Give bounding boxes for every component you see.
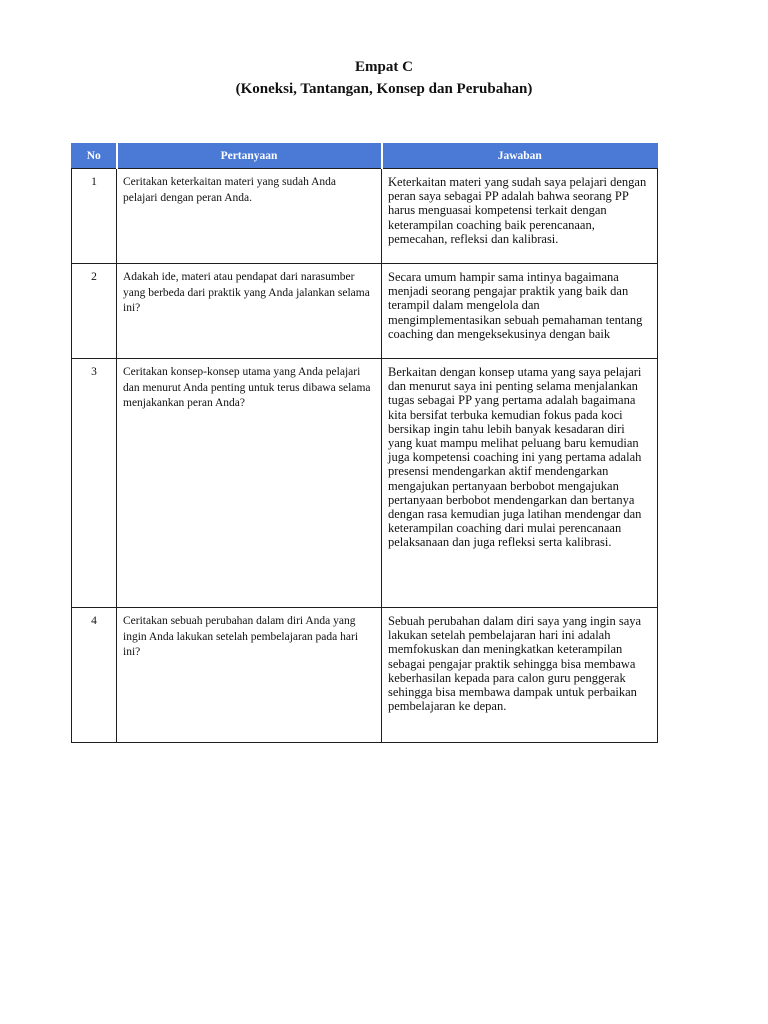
answer-cell: Secara umum hampir sama intinya bagaimana menjadi seorang pengajar praktik yang baik dan terampil dalam mengelola dan mengimplementasikan sebuah pemahaman tentang coaching dan mengeksekusinya dengan baik [382,264,658,359]
table-row [72,169,658,264]
header-no: No [72,144,117,169]
page-subtitle: (Koneksi, Tantangan, Konsep dan Perubahan) [235,81,533,97]
table-row [72,264,658,359]
question-cell: Ceritakan keterkaitan materi yang sudah Anda pelajari dengan peran Anda. [117,169,382,264]
header-answer: Jawaban [382,144,658,169]
question-cell: Ceritakan sebuah perubahan dalam diri Anda yang ingin Anda lakukan setelah pembelajaran pada hari ini? [117,608,382,743]
answer-cell: Sebuah perubahan dalam diri saya yang ingin saya lakukan setelah pembelajaran hari ini adalah memfokuskan dan meningkatkan keterampilan sebagai pengajar praktik sehingga bisa membawa keberhasilan kepada para calon guru penggerak sehingga bisa membawa dampak untuk perbaikan pembelajaran ke depan. [382,608,658,743]
answer-cell: Keterkaitan materi yang sudah saya pelajari dengan peran saya sebagai PP adalah bahwa seorang PP harus menguasai kompetensi terkait dengan keterampilan coaching baik perencanaan, pemecahan, refleksi dan kalibrasi. [382,169,658,264]
question-cell: Adakah ide, materi atau pendapat dari narasumber yang berbeda dari praktik yang Anda jalankan selama ini? [117,264,382,359]
table-row [72,608,658,743]
question-cell: Ceritakan konsep-konsep utama yang Anda pelajari dan menurut Anda penting untuk terus dibawa selama menjakankan peran Anda? [117,359,382,608]
table-row [72,359,658,608]
title-block [0,56,768,100]
qa-table [71,143,658,743]
row-number: 1 [72,169,117,264]
row-number: 2 [72,264,117,359]
header-question: Pertanyaan [117,144,382,169]
page-title: Empat C [355,59,413,75]
answer-cell: Berkaitan dengan konsep utama yang saya pelajari dan menurut saya ini penting selama menjalankan tugas sebagai PP yang pertama adalah bagaimana kita bersifat terbuka kemudian fokus pada koci bersikap ingin tahu lebih banyak kesadaran diri yang kuat mampu melihat peluang baru kemudian juga kompetensi coaching ini yang pertama adalah presensi mendengarkan aktif mendengarkan mengajukan pertanyaan berbobot mengajukan pertanyaan berbobot mendengarkan dan bertanya dengan rasa kemudian juga latihan mendengar dan keterampilan coaching dari mulai perencanaan pelaksanaan dan juga refleksi serta kalibrasi. [382,359,658,608]
row-number: 3 [72,359,117,608]
table-header-row [72,144,658,169]
row-number: 4 [72,608,117,743]
